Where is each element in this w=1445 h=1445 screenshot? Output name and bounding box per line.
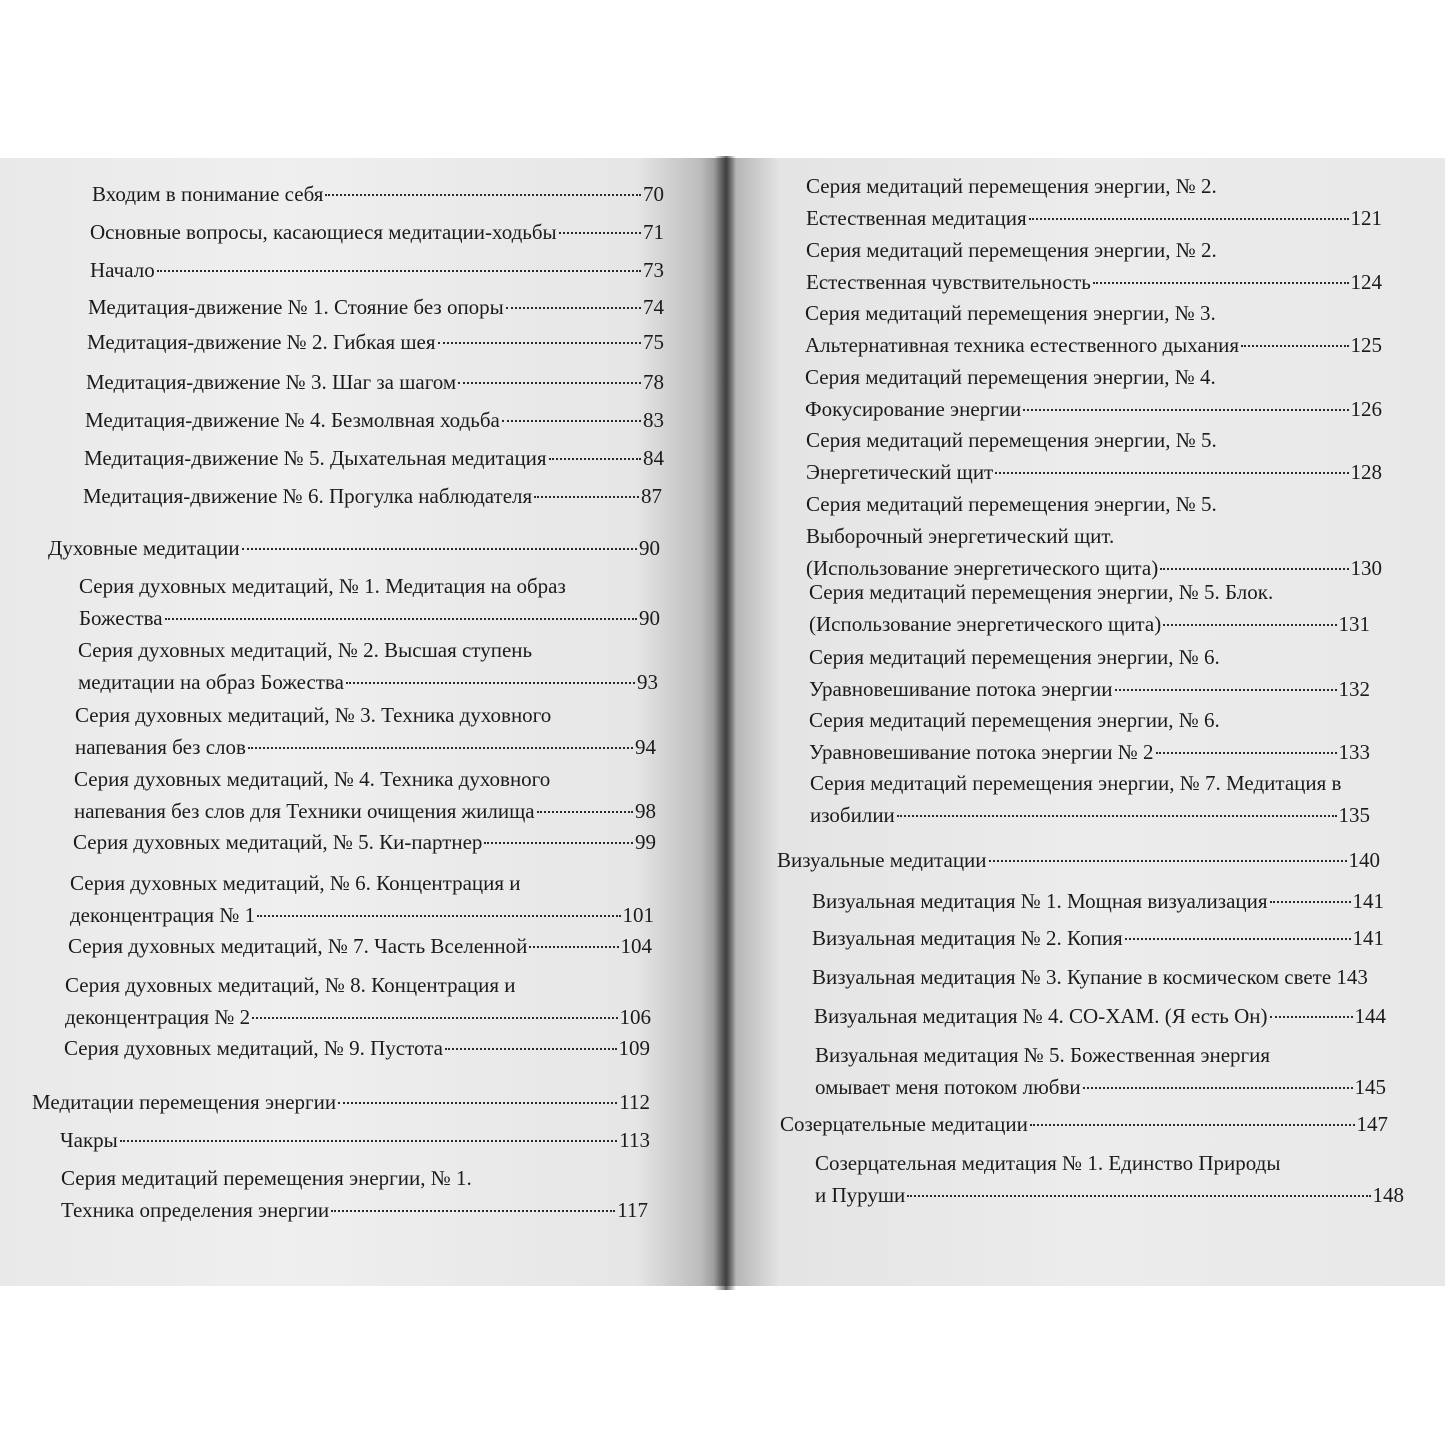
toc-page-number: 141 xyxy=(1352,889,1384,913)
toc-entry-title: Серия медитаций перемещения энергии, № 5. xyxy=(806,428,1217,452)
toc-entry-title: Естественная чувствительность xyxy=(806,270,1091,294)
toc-page-number: 130 xyxy=(1350,556,1382,580)
toc-entry xyxy=(809,580,1370,644)
toc-page-number: 109 xyxy=(618,1036,650,1060)
toc-entry xyxy=(78,638,658,702)
toc-entry xyxy=(87,330,664,362)
toc-entry-title: Серия медитаций перемещения энергии, № 6. xyxy=(809,708,1220,732)
toc-entry xyxy=(815,1151,1404,1215)
toc-entry-title: Серия медитаций перемещения энергии, № 2. xyxy=(806,174,1217,198)
toc-page-number: 132 xyxy=(1338,677,1370,701)
toc-leader-dots xyxy=(995,472,1348,474)
toc-entry-title: Медитация-движение № 5. Дыхательная медитация xyxy=(84,446,547,470)
toc-entry-title: Медитация-движение № 4. Безмолвная ходьба xyxy=(85,408,500,432)
toc-page-number: 83 xyxy=(643,408,664,432)
toc-entry-title: Божества xyxy=(79,606,163,630)
toc-entry xyxy=(806,428,1382,492)
toc-entry-title: Серия духовных медитаций, № 2. Высшая ступень xyxy=(78,638,533,662)
toc-entry-title: Созерцательная медитация № 1. Единство Природы xyxy=(815,1151,1281,1175)
toc-entry-title: Визуальная медитация № 1. Мощная визуализация xyxy=(812,889,1268,913)
toc-entry-title: изобилии xyxy=(810,803,895,827)
toc-page-number: 75 xyxy=(643,330,664,354)
toc-page-number: 90 xyxy=(639,606,660,630)
toc-page-number: 106 xyxy=(619,1005,651,1029)
toc-entry-title: Серия медитаций перемещения энергии, № 4. xyxy=(805,365,1216,389)
toc-entry-title: Чакры xyxy=(60,1128,118,1152)
toc-page-number: 70 xyxy=(643,182,664,206)
toc-entry-title: Серия медитаций перемещения энергии, № 5. Блок. xyxy=(809,580,1274,604)
toc-entry-title: Визуальные медитации xyxy=(777,848,987,872)
toc-entry xyxy=(83,484,662,516)
toc-page-number: 133 xyxy=(1338,740,1370,764)
toc-leader-dots xyxy=(537,811,633,813)
toc-entry xyxy=(806,492,1382,588)
toc-page-number: 78 xyxy=(643,370,664,394)
toc-leader-dots xyxy=(484,842,633,844)
toc-leader-dots xyxy=(549,458,641,460)
toc-page-number: 144 xyxy=(1354,1004,1386,1028)
toc-leader-dots xyxy=(438,342,642,344)
left-page xyxy=(0,158,722,1286)
toc-page-number: 93 xyxy=(637,670,658,694)
toc-page-number: 99 xyxy=(635,830,656,854)
toc-entry-title: Серия медитаций перемещения энергии, № 5. xyxy=(806,492,1217,516)
toc-leader-dots xyxy=(445,1048,616,1050)
toc-page-number: 90 xyxy=(639,536,660,560)
toc-entry xyxy=(60,1128,650,1160)
toc-leader-dots xyxy=(257,915,620,917)
toc-leader-dots xyxy=(252,1017,617,1019)
toc-entry-title: Серия духовных медитаций, № 6. Концентрация и xyxy=(70,871,521,895)
toc-entry xyxy=(780,1112,1388,1144)
toc-entry xyxy=(75,703,656,767)
toc-entry xyxy=(68,934,652,966)
toc-entry-title: медитации на образ Божества xyxy=(78,670,344,694)
toc-leader-dots xyxy=(165,618,637,620)
toc-page-number: 101 xyxy=(622,903,654,927)
toc-entry-title: Альтернативная техника естественного дыхания xyxy=(805,333,1239,357)
toc-leader-dots xyxy=(1023,409,1348,411)
book-gutter xyxy=(714,156,736,1290)
toc-leader-dots xyxy=(331,1210,615,1212)
toc-entry-title: омывает меня потоком любви xyxy=(815,1075,1081,1099)
open-book-spread xyxy=(0,158,1445,1286)
toc-entry-title: напевания без слов для Техники очищения жилища xyxy=(74,799,535,823)
toc-entry-title: Серия духовных медитаций, № 7. Часть Вселенной xyxy=(68,934,528,958)
toc-entry xyxy=(777,848,1380,880)
toc-entry-title: и Пуруши xyxy=(815,1183,906,1207)
toc-entry-title: Начало xyxy=(90,258,155,282)
toc-entry xyxy=(815,1043,1386,1107)
toc-entry xyxy=(805,301,1382,365)
toc-entry xyxy=(32,1090,650,1122)
toc-page-number: 141 xyxy=(1352,926,1384,950)
toc-entry xyxy=(64,1036,650,1068)
toc-entry-title: Серия духовных медитаций, № 8. Концентрация и xyxy=(65,973,516,997)
toc-page-number: 140 xyxy=(1348,848,1380,872)
toc-leader-dots xyxy=(346,682,635,684)
toc-leader-dots xyxy=(1029,218,1349,220)
toc-leader-dots xyxy=(325,194,641,196)
toc-page-number: 121 xyxy=(1350,206,1382,230)
toc-entry xyxy=(90,220,664,252)
toc-entry-title: Серия медитаций перемещения энергии, № 2. xyxy=(806,238,1217,262)
toc-entry xyxy=(810,771,1370,835)
toc-entry xyxy=(73,830,656,862)
toc-entry xyxy=(85,408,664,440)
toc-page-number: 98 xyxy=(635,799,656,823)
toc-leader-dots xyxy=(529,946,618,948)
toc-leader-dots xyxy=(1160,568,1348,570)
toc-entry-title: Серия медитаций перемещения энергии, № 1. xyxy=(61,1166,472,1190)
toc-entry-title: Серия духовных медитаций, № 1. Медитация на образ xyxy=(79,574,566,598)
toc-entry-title: Серия медитаций перемещения энергии, № 3. xyxy=(805,301,1216,325)
toc-entry xyxy=(812,889,1384,921)
toc-entry xyxy=(814,1004,1386,1036)
toc-entry-title: Созерцательные медитации xyxy=(780,1112,1028,1136)
toc-entry xyxy=(86,370,664,402)
toc-entry-title: Медитация-движение № 2. Гибкая шея xyxy=(87,330,436,354)
toc-entry xyxy=(65,973,651,1037)
toc-entry-title: Серия духовных медитаций, № 3. Техника духовного xyxy=(75,703,552,727)
toc-leader-dots xyxy=(989,860,1347,862)
toc-entry-title: Серия медитаций перемещения энергии, № 7. Медитация в xyxy=(810,771,1342,795)
toc-entry-title: Медитация-движение № 6. Прогулка наблюдателя xyxy=(83,484,533,508)
toc-entry-title: Уравновешивание потока энергии № 2 xyxy=(809,740,1154,764)
toc-page-number: 113 xyxy=(619,1128,650,1152)
toc-entry-title: Выборочный энергетический щит. xyxy=(806,524,1115,548)
toc-leader-dots xyxy=(120,1140,617,1142)
toc-entry-title: Основные вопросы, касающиеся медитации-ходьбы xyxy=(90,220,557,244)
toc-entry xyxy=(84,446,664,478)
toc-entry-title: Входим в понимание себя xyxy=(92,182,324,206)
toc-entry-title: напевания без слов xyxy=(75,735,246,759)
toc-entry xyxy=(805,365,1382,429)
toc-leader-dots xyxy=(1241,345,1349,347)
toc-page-number: 148 xyxy=(1372,1183,1404,1207)
toc-entry-title: Медитация-движение № 3. Шаг за шагом xyxy=(86,370,457,394)
toc-entry-title: Серия духовных медитаций, № 9. Пустота xyxy=(64,1036,444,1060)
toc-entry-title: Духовные медитации xyxy=(48,536,240,560)
right-page xyxy=(722,158,1445,1286)
toc-entry-title: Техника определения энергии xyxy=(61,1198,330,1222)
toc-page-number: 112 xyxy=(619,1090,650,1114)
toc-leader-dots xyxy=(338,1102,617,1104)
toc-leader-dots xyxy=(506,307,641,309)
toc-page-number: 147 xyxy=(1356,1112,1388,1136)
toc-entry-title: (Использование энергетического щита) xyxy=(806,556,1159,580)
toc-page-number: 124 xyxy=(1350,270,1382,294)
toc-entry-title: (Использование энергетического щита) xyxy=(809,612,1162,636)
toc-page-number: 126 xyxy=(1350,397,1382,421)
toc-page-number: 87 xyxy=(641,484,662,508)
toc-entry-title: Уравновешивание потока энергии xyxy=(809,677,1113,701)
toc-entry-title: Медитации перемещения энергии xyxy=(32,1090,337,1114)
toc-leader-dots xyxy=(1093,282,1349,284)
toc-leader-dots xyxy=(559,232,641,234)
toc-entry xyxy=(79,574,660,638)
toc-entry-title: Визуальная медитация № 2. Копия xyxy=(812,926,1123,950)
toc-page-number: 145 xyxy=(1354,1075,1386,1099)
toc-page-number: 74 xyxy=(643,295,664,319)
toc-entry xyxy=(809,708,1370,772)
toc-page-number: 104 xyxy=(620,934,652,958)
toc-entry xyxy=(90,258,664,290)
toc-page-number: 71 xyxy=(643,220,664,244)
toc-entry xyxy=(812,926,1384,958)
toc-leader-dots xyxy=(242,548,637,550)
toc-entry xyxy=(809,645,1370,709)
toc-entry-title: Энергетический щит xyxy=(806,460,994,484)
toc-entry-title: Фокусирование энергии xyxy=(805,397,1022,421)
toc-entry xyxy=(812,965,1384,997)
toc-entry-title: Визуальная медитация № 3. Купание в космическом свете 143 xyxy=(812,965,1368,989)
toc-entry xyxy=(92,182,664,214)
toc-leader-dots xyxy=(1270,901,1351,903)
toc-page-number: 117 xyxy=(617,1198,648,1222)
toc-leader-dots xyxy=(1083,1087,1353,1089)
toc-page-number: 128 xyxy=(1350,460,1382,484)
toc-page-number: 73 xyxy=(643,258,664,282)
toc-entry-title: деконцентрация № 2 xyxy=(65,1005,251,1029)
toc-leader-dots xyxy=(907,1195,1370,1197)
toc-entry xyxy=(70,871,654,935)
toc-leader-dots xyxy=(534,496,639,498)
toc-entry-title: Серия духовных медитаций, № 5. Ки-партнер xyxy=(73,830,483,854)
toc-entry-title: Визуальная медитация № 5. Божественная энергия xyxy=(815,1043,1271,1067)
toc-leader-dots xyxy=(1115,689,1337,691)
toc-entry xyxy=(88,295,664,327)
toc-leader-dots xyxy=(1270,1016,1353,1018)
toc-entry-title: Медитация-движение № 1. Стояние без опоры xyxy=(88,295,504,319)
toc-entry xyxy=(806,238,1382,302)
toc-leader-dots xyxy=(458,382,641,384)
toc-page-number: 84 xyxy=(643,446,664,470)
toc-entry xyxy=(48,536,660,568)
toc-page-number: 125 xyxy=(1350,333,1382,357)
toc-page-number: 135 xyxy=(1338,803,1370,827)
toc-leader-dots xyxy=(502,420,641,422)
toc-entry-title: Естественная медитация xyxy=(806,206,1027,230)
toc-page-number: 94 xyxy=(635,735,656,759)
toc-leader-dots xyxy=(1030,1124,1355,1126)
toc-leader-dots xyxy=(1156,752,1337,754)
toc-leader-dots xyxy=(1163,624,1336,626)
toc-entry-title: Серия духовных медитаций, № 4. Техника духовного xyxy=(74,767,551,791)
toc-leader-dots xyxy=(897,815,1337,817)
toc-entry xyxy=(74,767,656,831)
toc-entry xyxy=(806,174,1382,238)
toc-leader-dots xyxy=(157,270,641,272)
toc-leader-dots xyxy=(1125,938,1351,940)
toc-entry xyxy=(61,1166,648,1230)
toc-entry-title: Визуальная медитация № 4. СО-ХАМ. (Я есть Он) xyxy=(814,1004,1268,1028)
toc-leader-dots xyxy=(248,747,633,749)
toc-entry-title: Серия медитаций перемещения энергии, № 6. xyxy=(809,645,1220,669)
toc-entry-title: деконцентрация № 1 xyxy=(70,903,256,927)
toc-page-number: 131 xyxy=(1338,612,1370,636)
